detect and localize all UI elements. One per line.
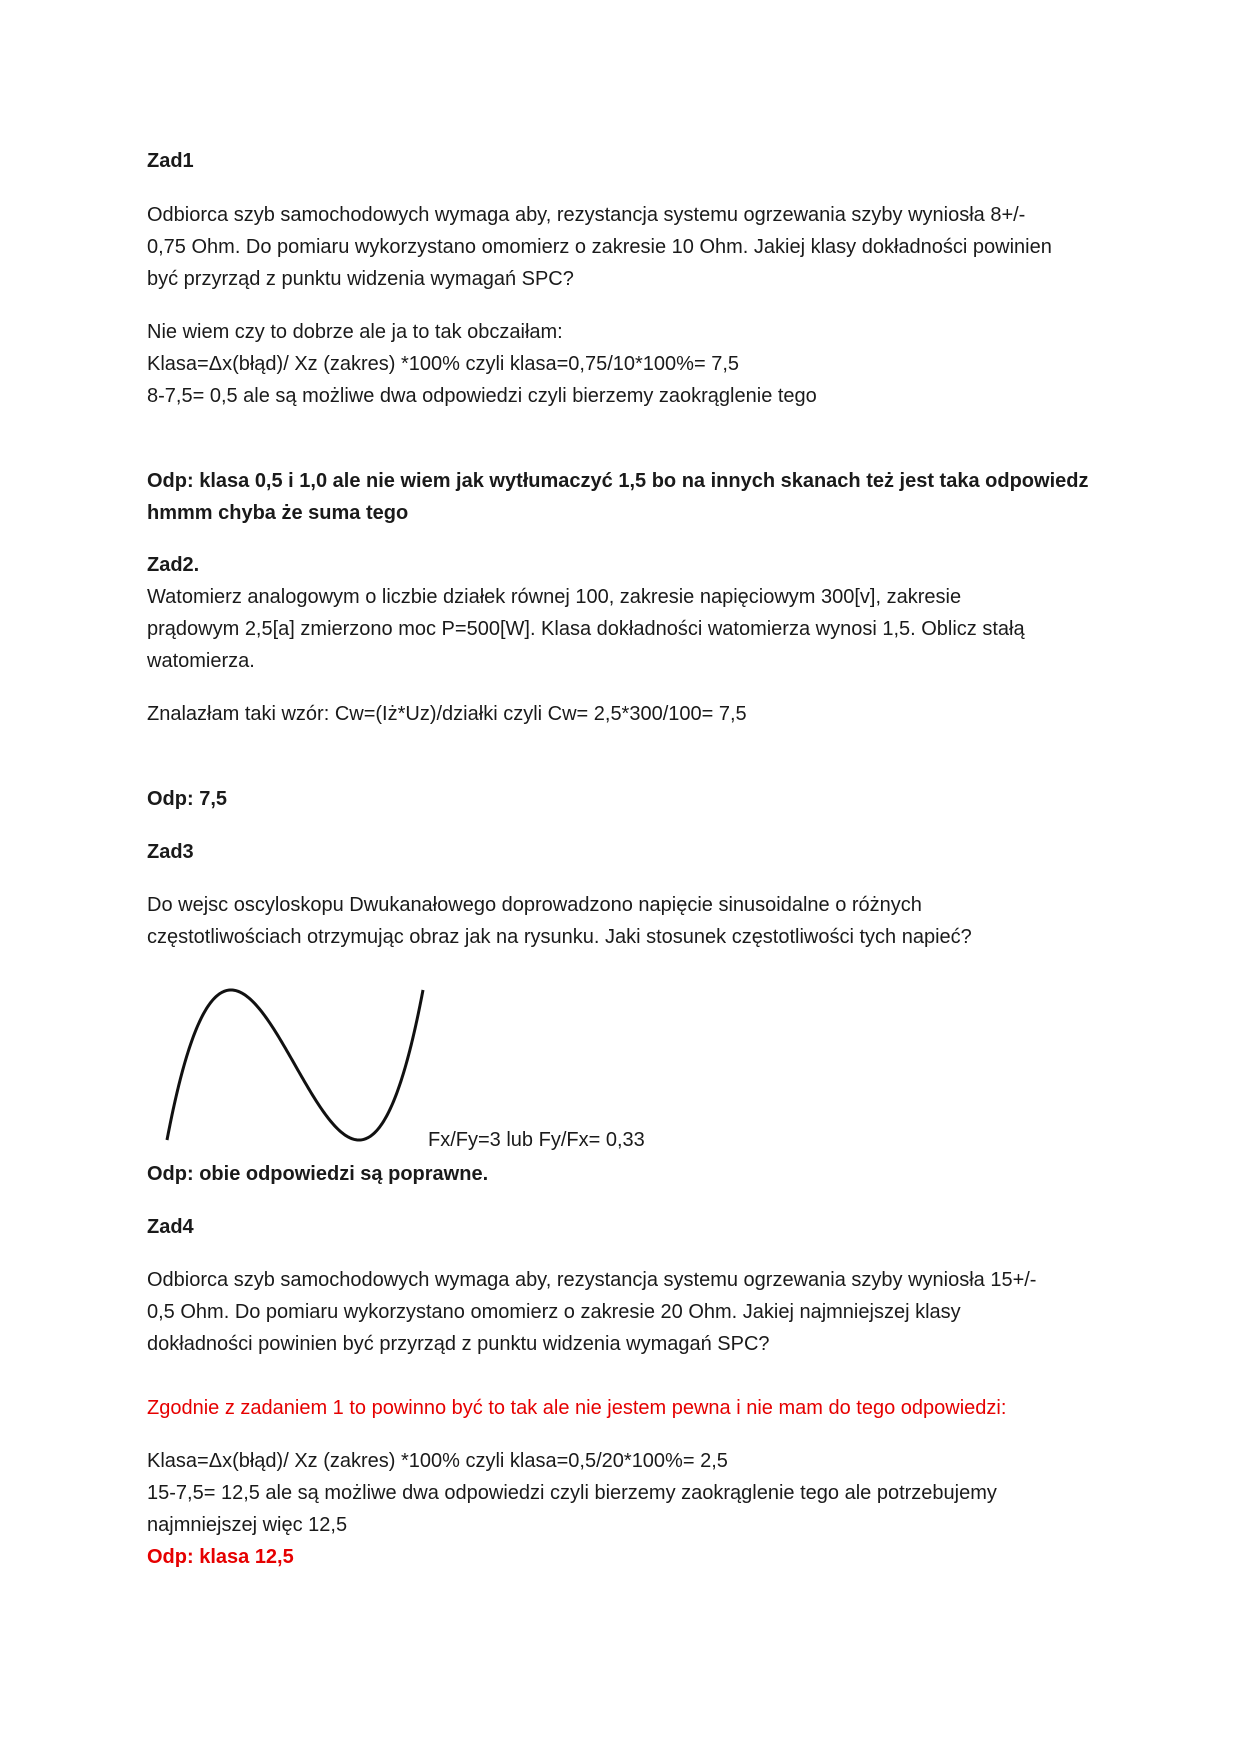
zad3-question-line2: częstotliwościach otrzymując obraz jak na rysunku. Jaki stosunek częstotliwości tych napieć? xyxy=(147,926,972,948)
lissajous-figure xyxy=(160,985,430,1145)
zad4-question-line3: dokładności powinien być przyrząd z punktu widzenia wymagań SPC? xyxy=(147,1333,770,1355)
zad4-answer: Odp: klasa 12,5 xyxy=(147,1546,294,1568)
zad1-formula: Klasa=Δx(błąd)/ Xz (zakres) *100% czyli klasa=0,75/10*100%= 7,5 xyxy=(147,353,740,375)
zad4-formula: Klasa=Δx(błąd)/ Xz (zakres) *100% czyli klasa=0,5/20*100%= 2,5 xyxy=(147,1450,728,1472)
zad1-note-line3: 8-7,5= 0,5 ale są możliwe dwa odpowiedzi czyli bierzemy zaokrąglenie tego xyxy=(147,385,817,407)
zad1-question-line3: być przyrząd z punktu widzenia wymagań SPC? xyxy=(147,268,574,290)
zad2-heading: Zad2. xyxy=(147,554,200,576)
zad1-question-line1: Odbiorca szyb samochodowych wymaga aby, rezystancja systemu ogrzewania szyby wyniosła 8+/- xyxy=(147,204,1026,226)
zad3-question-line1: Do wejsc oscyloskopu Dwukanałowego doprowadzono napięcie sinusoidalne o różnych xyxy=(147,894,922,916)
lissajous-curve xyxy=(167,990,423,1140)
zad4-heading: Zad4 xyxy=(147,1216,194,1238)
zad4-question-line2: 0,5 Ohm. Do pomiaru wykorzystano omomierz o zakresie 20 Ohm. Jakiej najmniejszej klasy xyxy=(147,1301,961,1323)
zad1-answer-line1: Odp: klasa 0,5 i 1,0 ale nie wiem jak wytłumaczyć 1,5 bo na innych skanach też jest taka odpowiedz xyxy=(147,470,1089,492)
zad4-red-note: Zgodnie z zadaniem 1 to powinno być to tak ale nie jestem pewna i nie mam do tego odpowiedzi: xyxy=(147,1397,1007,1419)
zad4-note-line3: najmniejszej więc 12,5 xyxy=(147,1514,348,1536)
zad1-question-line2: 0,75 Ohm. Do pomiaru wykorzystano omomierz o zakresie 10 Ohm. Jakiej klasy dokładności powinien xyxy=(147,236,1052,258)
zad3-heading: Zad3 xyxy=(147,841,194,863)
zad1-heading: Zad1 xyxy=(147,150,194,172)
zad2-answer: Odp: 7,5 xyxy=(147,788,228,810)
zad1-answer-line2: hmmm chyba że suma tego xyxy=(147,502,409,524)
zad4-question-line1: Odbiorca szyb samochodowych wymaga aby, rezystancja systemu ogrzewania szyby wyniosła 15+/- xyxy=(147,1269,1037,1291)
zad3-answer: Odp: obie odpowiedzi są poprawne. xyxy=(147,1163,489,1185)
zad2-question-line2: prądowym 2,5[a] zmierzono moc P=500[W]. Klasa dokładności watomierza wynosi 1,5. Oblicz stałą xyxy=(147,618,1025,640)
zad2-formula: Znalazłam taki wzór: Cw=(Iż*Uz)/działki czyli Cw= 2,5*300/100= 7,5 xyxy=(147,703,747,725)
zad2-question-line1: Watomierz analogowym o liczbie działek równej 100, zakresie napięciowym 300[v], zakresie xyxy=(147,586,962,608)
zad1-note-line1: Nie wiem czy to dobrze ale ja to tak obczaiłam: xyxy=(147,321,563,343)
zad2-question-line3: watomierza. xyxy=(147,650,255,672)
zad3-frequency-ratio: Fx/Fy=3 lub Fy/Fx= 0,33 xyxy=(428,1129,645,1151)
zad4-note-line2: 15-7,5= 12,5 ale są możliwe dwa odpowiedzi czyli bierzemy zaokrąglenie tego ale potrzebujemy xyxy=(147,1482,997,1504)
